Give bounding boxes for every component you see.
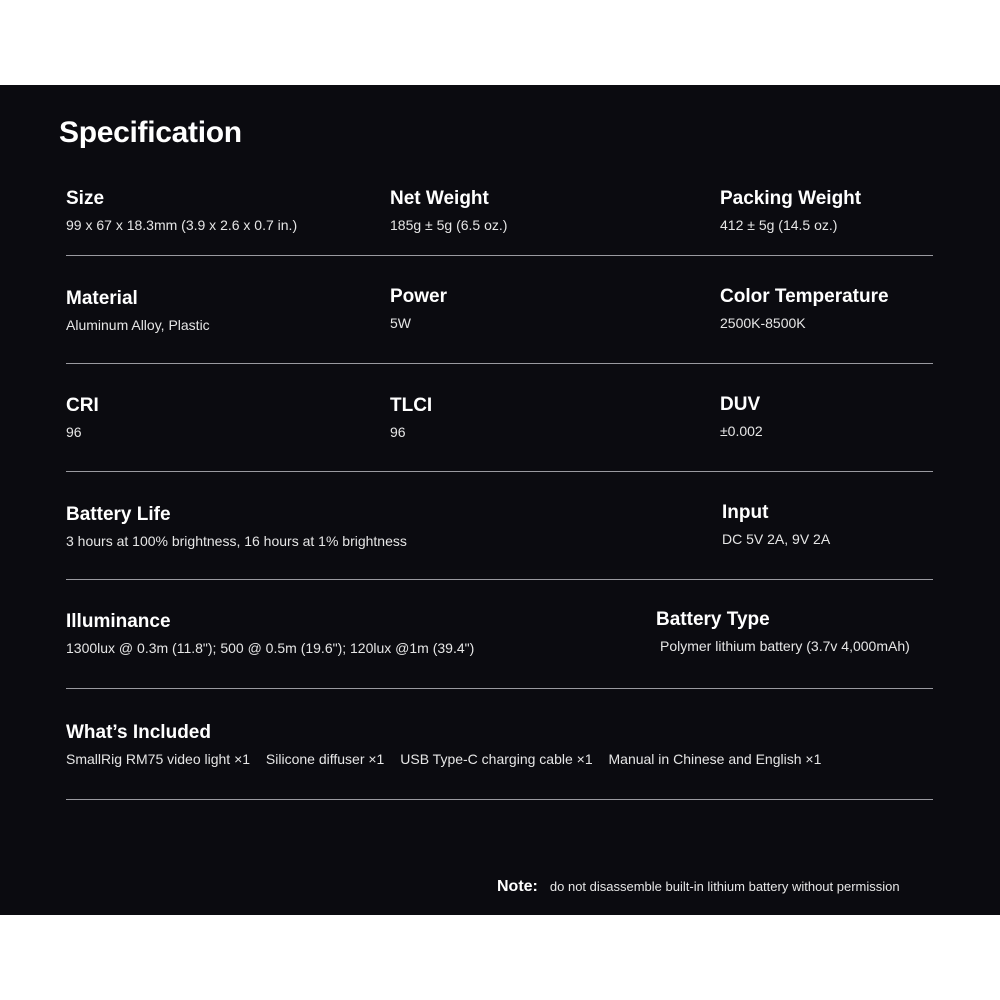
spec-material (66, 288, 210, 334)
spec-value: 412 ± 5g (14.5 oz.) (720, 217, 838, 233)
row-divider (66, 363, 933, 364)
spec-value: Aluminum Alloy, Plastic (66, 317, 210, 333)
spec-label: Battery Life (66, 504, 171, 525)
spec-value: 96 (390, 424, 406, 440)
note-label: Note: (497, 878, 538, 895)
spec-illuminance (66, 611, 474, 657)
spec-input (722, 502, 830, 548)
spec-duv (720, 394, 763, 440)
spec-label: TLCI (390, 395, 433, 416)
row-divider (66, 471, 933, 472)
spec-label: Power (390, 286, 448, 307)
spec-label: DUV (720, 394, 761, 415)
spec-cri (66, 395, 99, 441)
spec-color-temperature (720, 286, 889, 332)
spec-value: Polymer lithium battery (3.7v 4,000mAh) (660, 638, 910, 654)
included-item: USB Type-C charging cable ×1 (400, 751, 593, 767)
specification-panel (0, 85, 1000, 915)
spec-whats-included (66, 722, 821, 768)
included-item: Manual in Chinese and English ×1 (608, 751, 822, 767)
spec-value: DC 5V 2A, 9V 2A (722, 531, 831, 547)
spec-label: Input (722, 502, 769, 523)
spec-label: Battery Type (656, 609, 770, 630)
included-item: Silicone diffuser ×1 (265, 751, 385, 767)
spec-size (66, 188, 297, 234)
spec-label: Packing Weight (720, 188, 862, 209)
row-divider (66, 579, 933, 580)
spec-battery-type (656, 609, 910, 655)
spec-value: 3 hours at 100% brightness, 16 hours at 1% brightness (66, 533, 407, 549)
spec-value: 2500K-8500K (720, 315, 806, 331)
row-divider (66, 688, 933, 689)
spec-value: ±0.002 (720, 423, 763, 439)
row-divider (66, 255, 933, 256)
page-title: Specification (59, 116, 242, 149)
spec-label: CRI (66, 395, 99, 416)
included-items (66, 750, 821, 768)
spec-label: Material (66, 288, 138, 309)
spec-packing-weight (720, 188, 861, 234)
spec-label: What’s Included (66, 722, 211, 743)
included-item: SmallRig RM75 video light ×1 (66, 751, 251, 767)
spec-value: 5W (390, 315, 411, 331)
footer-note (497, 878, 900, 896)
spec-tlci (390, 395, 432, 441)
spec-label: Color Temperature (720, 286, 889, 307)
note-text: do not disassemble built-in lithium battery without permission (549, 879, 900, 894)
spec-battery-life (66, 504, 407, 550)
spec-value: 99 x 67 x 18.3mm (3.9 x 2.6 x 0.7 in.) (66, 217, 298, 233)
spec-net-weight (390, 188, 507, 234)
spec-power (390, 286, 447, 332)
spec-value: 96 (66, 424, 82, 440)
spec-value: 1300lux @ 0.3m (11.8"); 500 @ 0.5m (19.6"); 120lux @1m (39.4") (66, 640, 475, 656)
spec-value: 185g ± 5g (6.5 oz.) (390, 217, 508, 233)
spec-label: Illuminance (66, 611, 171, 632)
spec-label: Net Weight (390, 188, 489, 209)
spec-label: Size (66, 188, 105, 209)
row-divider (66, 799, 933, 800)
